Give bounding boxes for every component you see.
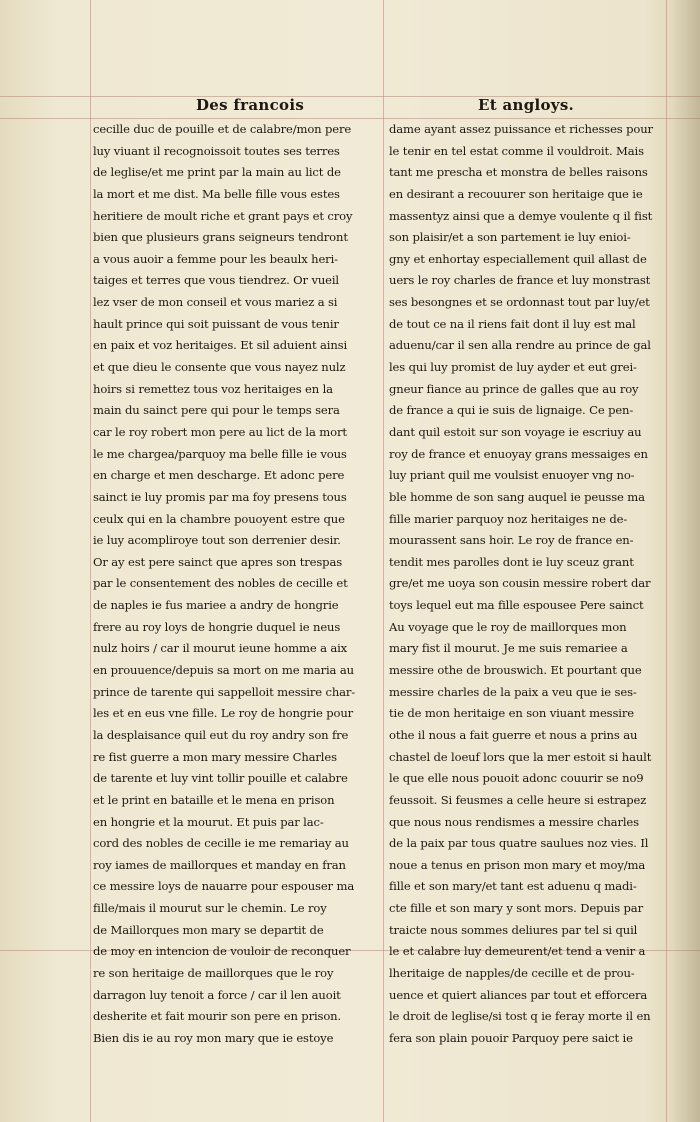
left-text-column: [93, 119, 378, 1050]
text-line: de naples ie fus mariee a andry de hongrie: [93, 598, 339, 613]
text-line: son plaisir/et a son partement ie luy enioi-: [389, 230, 631, 245]
text-line: massentyz ainsi que a demye voulente q il fist: [389, 208, 653, 223]
text-line: le me chargea/parquoy ma belle fille ie vous: [93, 446, 347, 461]
text-line: dant quil estoit sur son voyage ie escriuy au: [389, 424, 642, 439]
text-line: cecille duc de pouille et de calabre/mon pere: [93, 122, 352, 136]
text-line: messire othe de brouswich. Et pourtant que: [389, 663, 642, 678]
text-line: re son heritaige de maillorques que le roy: [93, 965, 334, 980]
text-line: de Maillorques mon mary se departit de: [93, 922, 324, 937]
right-text-column: [389, 119, 674, 1050]
text-line: de moy en intencion de vouloir de reconquer: [93, 944, 351, 959]
text-line: bien que plusieurs grans seigneurs tendront: [93, 230, 348, 245]
text-line: noue a tenus en prison mon mary et moy/ma: [389, 857, 646, 872]
text-line: fille et son mary/et tant est aduenu q madi-: [389, 879, 637, 894]
text-line: prince de tarente qui sappelloit messire char-: [93, 684, 356, 699]
text-line: la mort et me dist. Ma belle fille vous estes: [93, 186, 340, 201]
text-line: que nous nous rendismes a messire charles: [389, 814, 639, 829]
text-line: gny et enhortay especiallement quil allast de: [389, 251, 647, 266]
text-line: hault prince qui soit puissant de vous tenir: [93, 316, 339, 331]
text-line: aduenu/car il sen alla rendre au prince de gal: [389, 338, 651, 353]
text-line: les et en eus vne fille. Le roy de hongrie pour: [93, 706, 354, 721]
text-line: cte fille et son mary y sont mors. Depuis par: [389, 901, 643, 916]
text-line: toys lequel eut ma fille espousee Pere sainct: [389, 598, 644, 613]
text-line: et que dieu le consente que vous nayez nulz: [93, 360, 346, 375]
text-line: hoirs si remettez tous voz heritaiges en la: [93, 381, 333, 396]
text-line: messire charles de la paix a veu que ie ses-: [389, 684, 637, 699]
text-line: le que elle nous pouoit adonc couurir se no9: [389, 771, 644, 786]
text-line: heritiere de moult riche et grant pays et croy: [93, 208, 353, 223]
text-line: gre/et me uoya son cousin messire robert dar: [389, 576, 651, 591]
text-line: sainct ie luy promis par ma foy presens tous: [93, 489, 347, 504]
text-line: par le consentement des nobles de cecille et: [93, 576, 348, 591]
text-line: uers le roy charles de france et luy monstrast: [389, 273, 651, 288]
text-line: en paix et voz heritaiges. Et sil aduient ainsi: [93, 338, 348, 353]
text-line: ce messire loys de nauarre pour espouser ma: [93, 879, 355, 894]
text-line: de tout ce na il riens fait dont il luy est mal: [389, 316, 636, 331]
text-line: de tarente et luy vint tollir pouille et calabre: [93, 771, 348, 786]
text-line: frere au roy loys de hongrie duquel ie neus: [93, 619, 341, 634]
text-line: darragon luy tenoit a force / car il len auoit: [93, 987, 341, 1002]
text-line: en prouuence/depuis sa mort on me maria au: [93, 663, 354, 678]
page-edge-shadow: [672, 0, 700, 1122]
text-line: othe il nous a fait guerre et nous a prins au: [389, 727, 638, 742]
text-line: le droit de leglise/si tost q ie feray morte il en: [389, 1009, 651, 1024]
text-line: luy viuant il recognoissoit toutes ses terres: [93, 143, 340, 158]
text-line: de leglise/et me print par la main au lict de: [93, 165, 341, 180]
text-line: de la paix par tous quatre saulues noz vies. Il: [389, 836, 649, 851]
text-line: Or ay est pere sainct que apres son trespas: [93, 554, 343, 569]
text-line: cord des nobles de cecille ie me remariay au: [93, 836, 349, 851]
margin-rule-left: [90, 0, 91, 1122]
text-line: en hongrie et la mourut. Et puis par lac-: [93, 814, 324, 829]
text-line: taiges et terres que vous tiendrez. Or vueil: [93, 273, 339, 288]
running-header-right: Et angloys.: [478, 96, 575, 114]
text-line: a vous auoir a femme pour les beaulx heri-: [93, 251, 338, 266]
text-line: mary fist il mourut. Je me suis remariee a: [389, 641, 628, 656]
text-line: en charge et men descharge. Et adonc pere: [93, 468, 345, 483]
text-line: nulz hoirs / car il mourut ieune homme a aix: [93, 641, 348, 656]
text-line: Bien dis ie au roy mon mary que ie estoye: [93, 1030, 334, 1045]
text-line: ses besongnes et se ordonnast tout par luy/et: [389, 295, 650, 310]
text-line: uence et quiert aliances par tout et efforcera: [389, 987, 648, 1002]
margin-rule-gutter: [383, 0, 384, 1122]
text-line: ie luy acompliroye tout son derrenier desir.: [93, 533, 341, 548]
text-line: main du sainct pere qui pour le temps sera: [93, 403, 340, 418]
text-line: traicte nous sommes deliures par tel si quil: [389, 922, 638, 937]
text-line: roy iames de maillorques et manday en fran: [93, 857, 346, 872]
text-line: lheritaige de napples/de cecille et de prou-: [389, 965, 635, 980]
text-line: fille/mais il mourut sur le chemin. Le roy: [93, 901, 327, 916]
text-line: car le roy robert mon pere au lict de la mort: [93, 424, 347, 439]
text-line: le et calabre luy demeurent/et tend a venir a: [389, 944, 646, 959]
text-line: luy priant quil me voulsist enuoyer vng no-: [389, 468, 635, 483]
text-line: feussoit. Si feusmes a celle heure si estrapez: [389, 792, 647, 807]
text-line: mourassent sans hoir. Le roy de france en-: [389, 533, 634, 548]
margin-rule-top: [0, 96, 700, 97]
text-line: tant me prescha et monstra de belles raisons: [389, 165, 648, 180]
text-line: lez vser de mon conseil et vous mariez a si: [93, 295, 338, 310]
text-line: tie de mon heritaige en son viuant messire: [389, 706, 634, 721]
text-line: re fist guerre a mon mary messire Charles: [93, 749, 337, 764]
text-line: fille marier parquoy noz heritaiges ne de-: [389, 511, 628, 526]
text-line: tendit mes parolles dont ie luy sceuz grant: [389, 554, 634, 569]
text-line: ble homme de son sang auquel ie peusse ma: [389, 489, 645, 504]
text-line: chastel de loeuf lors que la mer estoit si hault: [389, 749, 652, 764]
running-header-left: Des francois: [196, 96, 305, 114]
text-line: la desplaisance quil eut du roy andry son fre: [93, 727, 349, 742]
text-line: Au voyage que le roy de maillorques mon: [389, 619, 627, 634]
text-line: le tenir en tel estat comme il vouldroit. Mais: [389, 143, 644, 158]
text-line: roy de france et enuoyay grans messaiges en: [389, 446, 648, 461]
text-line: ceulx qui en la chambre pouoyent estre que: [93, 511, 345, 526]
text-line: desherite et fait mourir son pere en prison.: [93, 1009, 342, 1024]
text-line: de france a qui ie suis de lignaige. Ce pen-: [389, 403, 634, 418]
text-line: dame ayant assez puissance et richesses pour: [389, 122, 653, 136]
text-line: gneur fiance au prince de galles que au roy: [389, 381, 639, 396]
text-line: et le print en bataille et le mena en prison: [93, 792, 335, 807]
text-line: fera son plain pouoir Parquoy pere saict ie: [389, 1030, 633, 1045]
text-line: les qui luy promist de luy ayder et eut grei-: [389, 360, 637, 375]
text-line: en desirant a recouurer son heritaige que ie: [389, 186, 643, 201]
